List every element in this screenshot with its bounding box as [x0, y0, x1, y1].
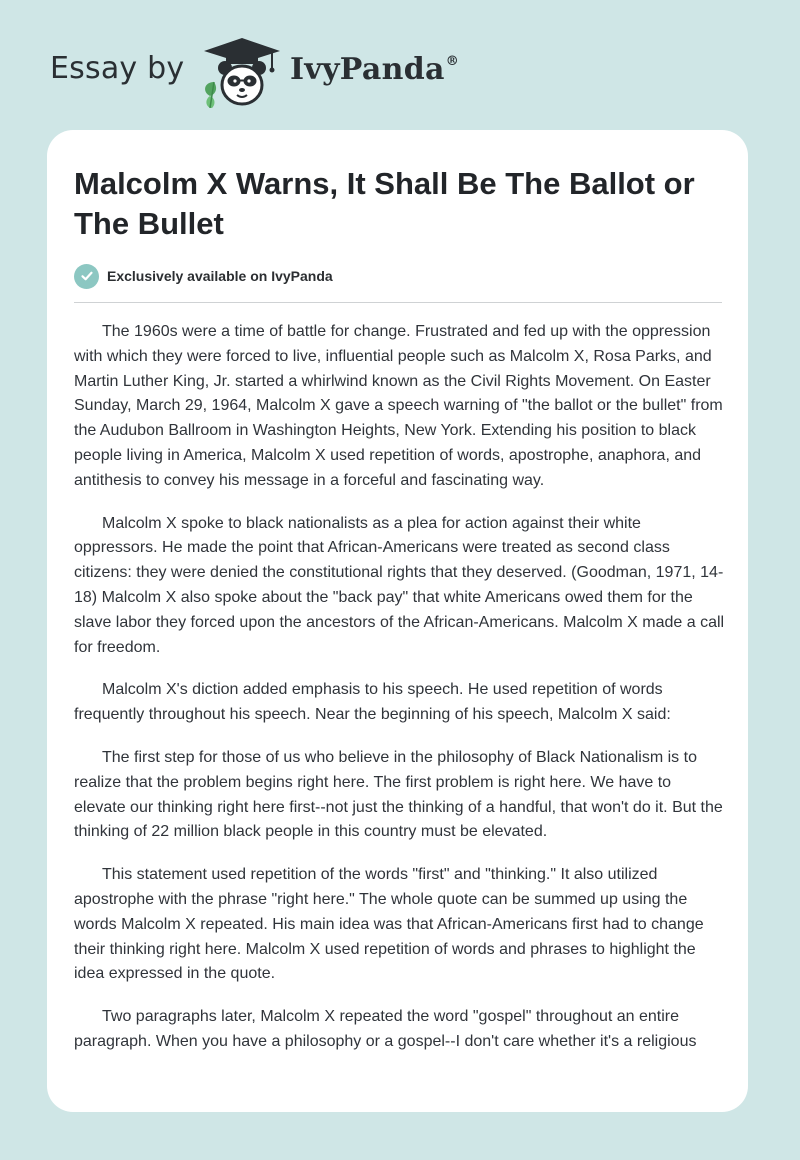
essay-quote-paragraph: The first step for those of us who believe in the philosophy of Black Nationalism is to realize that the problem begins right here. The first problem is right here. We have to elevate our thinking right here first--not just the thinking of a handful, that won't do it. But the thinking of 22 million black people in this country must be elevated.	[74, 748, 723, 841]
exclusive-badge	[74, 263, 333, 289]
brand-name[interactable]	[290, 52, 459, 87]
essay-paragraph: The 1960s were a time of battle for change. Frustrated and fed up with the oppression with which they were forced to live, influential people such as Malcolm X, Rosa Parks, and Martin Luther King, Jr. started a whirlwind known as the Civil Rights Movement. On Easter Sunday, March 29, 1964, Malcolm X gave a speech warning of "the ballot or the bullet" from the Audubon Ballroom in Washington Heights, New York. Extending his position to black people living in America, Malcolm X used repetition of words, apostrophe, anaphora, and antithesis to convey his message in a forceful and fascinating way.	[74, 323, 723, 489]
essay-paragraph: Two paragraphs later, Malcolm X repeated the word "gospel" throughout an entire paragraph. When you have a philosophy or a gospel--I don't care whether it's a religious	[74, 1008, 697, 1050]
exclusive-badge-label: Exclusively available on IvyPanda	[107, 268, 333, 284]
essay-title: Malcolm X Warns, It Shall Be The Ballot or The Bullet	[74, 166, 695, 241]
essay-paragraph: This statement used repetition of the words "first" and "thinking." It also utilized apostrophe with the phrase "right here." The whole quote can be summed up using the words Malcolm X repeated. His main idea was that African-Americans first had to change their thinking right here. Malcolm X used repetition of words and phrases to highlight the idea expressed in the quote.	[74, 866, 704, 983]
essay-paragraph: Malcolm X's diction added emphasis to his speech. He used repetition of words frequently throughout his speech. Near the beginning of his speech, Malcolm X said:	[74, 681, 671, 724]
panda-graduate-logo-icon[interactable]	[200, 38, 284, 108]
title-divider	[74, 302, 722, 303]
essay-card	[47, 130, 748, 1112]
registered-mark: ®	[445, 54, 460, 69]
site-header	[0, 0, 800, 130]
check-circle-icon	[74, 264, 99, 289]
essay-by-label: Essay by	[50, 51, 185, 86]
essay-paragraph: Malcolm X spoke to black nationalists as a plea for action against their white oppressors. He made the point that African-Americans were treated as second class citizens: they were denied the constitutional rights that they deserved. (Goodman, 1971, 14-18) Malcolm X also spoke about the "back pay" that white Americans owed them for the slave labor they forced upon the ancestors of the African-Americans. Malcolm X made a call for freedom.	[74, 514, 725, 656]
essay-body	[74, 320, 726, 1073]
brand-name-text: IvyPanda	[290, 52, 445, 87]
